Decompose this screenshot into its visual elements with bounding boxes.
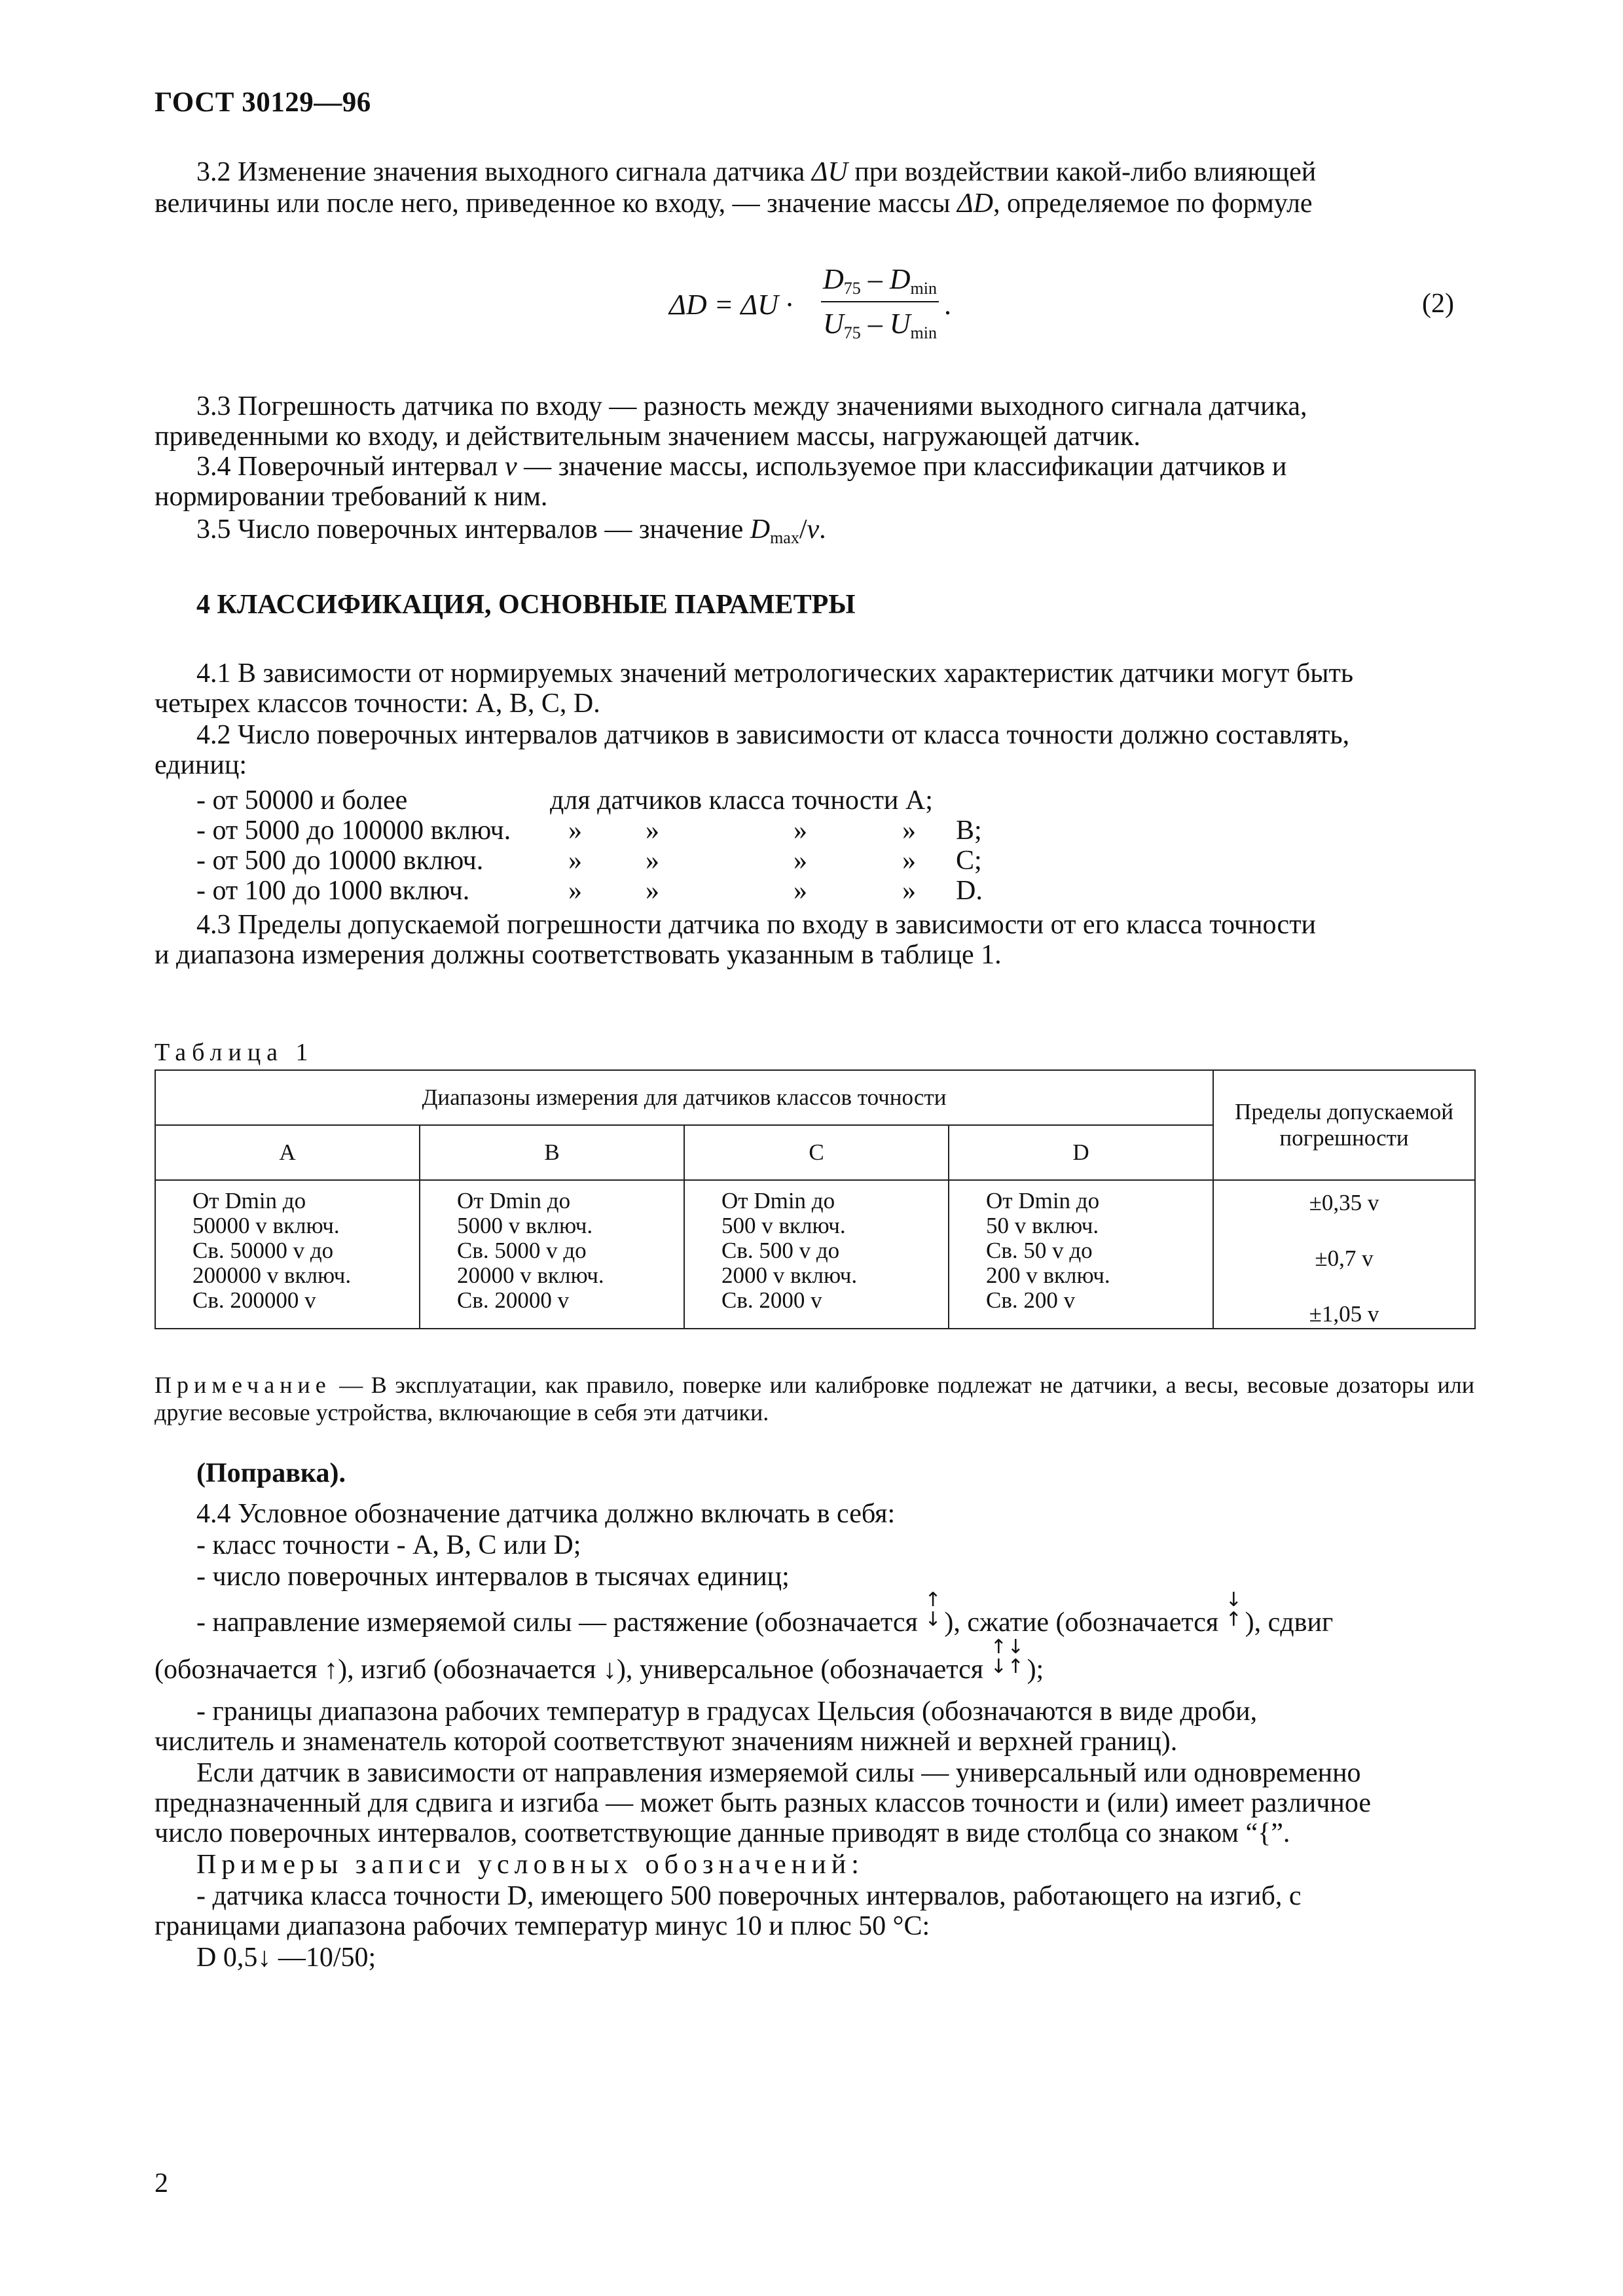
example-1-designation: D 0,5↓ —10/50; bbox=[196, 1943, 376, 1973]
clause-4-1-line-2: четырех классов точности: A, B, C, D. bbox=[155, 689, 600, 719]
example-1-line-2: границами диапазона рабочих температур минус 10 и плюс 50 °С: bbox=[155, 1911, 930, 1941]
clause-4-4-para-2: предназначенный для сдвига и изгиба — может быть разных классов точности и (или) имеет различное bbox=[155, 1788, 1372, 1818]
table-header-row bbox=[155, 1070, 1475, 1125]
universal-arrows-icon: ↑ ↓ ↓ ↑ bbox=[990, 1636, 1024, 1678]
class-a: A bbox=[155, 1125, 420, 1180]
tension-arrows-icon: ↑ ↓ bbox=[924, 1588, 941, 1631]
example-1-line-1: - датчика класса точности D, имеющего 500 поверочных интервалов, работающего на изгиб, с bbox=[196, 1881, 1302, 1911]
table-note: Примечание — В эксплуатации, как правило, поверке или калибровке подлежат не датчики, а весы, весовые дозаторы или другие весовые устройства, включающие в себя эти датчики. bbox=[155, 1372, 1474, 1426]
clause-4-2-line-2: единиц: bbox=[155, 750, 247, 780]
document-page: ГОСТ 30129—96 3.2 Изменение значения выходного сигнала датчика ΔU при воздействии какой-либо влияющей величины или после него, приведенное ко входу, — значение массы ΔD, определяемое по формуле ΔD = ΔU · $D_{75} - D_{min}$ $U_{75} - U_{min}$ . (2) 3.3 Погрешность датчика по входу — разность между значениями выходного сигнала датчика, приведенными ко входу, и действительным значением массы, нагружающей датчик. 3.4 Поверочный интервал v — значение массы, используемое при классификации датчиков и нормировании требований к ним. 3.5 Число поверочных интервалов — значение $D_{max}/v$. 4 КЛАССИФИКАЦИЯ, ОСНОВНЫЕ ПАРАМЕТРЫ 4.1 В зависимости от нормируемых значений метрологических характеристик датчики могут быть четырех классов точности: A, B, C, D. 4.2 Число поверочных интервалов датчиков в зависимости от класса точности должно составлять, единиц: - от 50000 и более для датчиков класса точности A; - от 5000 до 100000 включ. » » » » B; - от 500 до 10000 включ. » » » » C; - от 100 до 1000 включ. » » » » D. 4.3 Пределы допускаемой погрешности датчика по входу в зависимости от его класса точности и диапазона измерения должны соответствовать указанным в таблице 1. Таблица 1 Диапазоны измерения для датчиков классов точности Пределы допускаемой погрешности A B C D От Dmin до 50000 v включ. Св. 50000 v до 200000 v включ. Св. 200000 v От Dmin до 5000 v включ. Св. 5000 v до 20000 v включ. Св. 20000 v От Dmin до 500 v включ. Св. 500 v до 2000 v включ. Св. 2000 v От Dmin до 50 v включ. Св. 50 v до 200 v включ. Св. 200 v ±0,35 v ±0,7 v ±1,05 v Примечание — В эксплуатации, как правило, поверке или калибровке подлежат не датчики, а весы, весовые дозаторы или другие весовые устройства, включающие в себя эти датчики. (Поправка). 4.4 Условное обозначение датчика должно включать в себя: - класс точности - A, B, C или D; - число поверочных интервалов в тысячах единиц; - направление измеряемой силы — растяжение (обозначается ↑ ↓ ), сжатие (обозначается ↓ ↑ ), сдвиг (обозначается ↑), изгиб (обозначается ↓), универсальное (обозначается ↑ ↓ ↓ ↑ ); - границы диапазона рабочих температур в градусах Цельсия (обозначаются в виде дроби, числитель и знаменатель которой соответствуют значениям нижней и верхней границ). Если датчик в зависимости от направления измеряемой силы — универсальный или одновременно предназначенный для сдвига и изгиба — может быть разных классов точности и (или) имеет различное число поверочных интервалов, соответствующие данные приводят в виде столбца со знаком “{”. Примеры записи условных обозначений: - датчика класса точности D, имеющего 500 поверочных интервалов, работающего на изгиб, с границами диапазона рабочих температур минус 10 и плюс 50 °С: D 0,5↓ —10/50; 2 bbox=[0, 0, 1623, 2296]
clause-4-4-intro: 4.4 Условное обозначение датчика должно включать в себя: bbox=[196, 1499, 896, 1529]
clause-4-4-item-3b: (обозначается ↑), изгиб (обозначается ↓), универсальное (обозначается ↑ ↓ ↓ ↑ ); bbox=[155, 1636, 1044, 1685]
range-cell-a: От Dmin до 50000 v включ. Св. 50000 v до 200000 v включ. Св. 200000 v bbox=[155, 1180, 420, 1329]
formula-lhs: ΔD = ΔU · bbox=[669, 289, 793, 321]
clause-4-2-line-1: 4.2 Число поверочных интервалов датчиков в зависимости от класса точности должно составлять, bbox=[196, 720, 1350, 750]
table-1 bbox=[155, 1069, 1476, 1329]
examples-label: Примеры записи условных обозначений: bbox=[196, 1850, 864, 1880]
clause-4-1-line-1: 4.1 В зависимости от нормируемых значений метрологических характеристик датчики могут быть bbox=[196, 658, 1353, 689]
clause-4-3-line-2: и диапазона измерения должны соответствовать указанным в таблице 1. bbox=[155, 940, 1002, 970]
clause-4-4-item-2: - число поверочных интервалов в тысячах единиц; bbox=[196, 1562, 790, 1592]
clause-3-3-line-2: приведенными ко входу, и действительным значением массы, нагружающей датчик. bbox=[155, 422, 1140, 452]
clause-3-2-line-2: величины или после него, приведенное ко входу, — значение массы ΔD, определяемое по формуле bbox=[155, 188, 1313, 219]
clause-3-2-line-1: 3.2 Изменение значения выходного сигнала датчика ΔU при воздействии какой-либо влияющей bbox=[196, 157, 1317, 187]
formula-dot: . bbox=[944, 289, 951, 321]
clause-4-4-item-1: - класс точности - A, B, C или D; bbox=[196, 1530, 581, 1560]
clause-4-4-item-4a: - границы диапазона рабочих температур в градусах Цельсия (обозначаются в виде дроби, bbox=[196, 1696, 1258, 1727]
clause-4-4-para-1: Если датчик в зависимости от направления измеряемой силы — универсальный или одновременно bbox=[196, 1758, 1361, 1788]
class-b: B bbox=[420, 1125, 684, 1180]
clause-3-4-line-2: нормировании требований к ним. bbox=[155, 482, 548, 512]
clause-4-4-para-3: число поверочных интервалов, соответствующие данные приводят в виде столбца со знаком “{”. bbox=[155, 1818, 1290, 1848]
document-header: ГОСТ 30129—96 bbox=[155, 87, 371, 118]
clause-4-3-line-1: 4.3 Пределы допускаемой погрешности датчика по входу в зависимости от его класса точности bbox=[196, 910, 1317, 940]
clause-3-3-line-1: 3.3 Погрешность датчика по входу — разность между значениями выходного сигнала датчика, bbox=[196, 391, 1307, 422]
table-row bbox=[155, 1180, 1475, 1329]
range-cell-b: От Dmin до 5000 v включ. Св. 5000 v до 20000 v включ. Св. 20000 v bbox=[420, 1180, 684, 1329]
table-caption: Таблица 1 bbox=[155, 1039, 314, 1066]
error-cell: ±0,35 v ±0,7 v ±1,05 v bbox=[1213, 1180, 1475, 1329]
clause-3-5: 3.5 Число поверочных интервалов — значение $D_{max}/v$. bbox=[196, 514, 826, 547]
clause-3-4-line-1: 3.4 Поверочный интервал v — значение массы, используемое при классификации датчиков и bbox=[196, 452, 1287, 482]
formula-denominator: $U_{75} - U_{min}$ bbox=[822, 308, 937, 342]
page-number: 2 bbox=[155, 2168, 168, 2198]
formula-number: (2) bbox=[1422, 289, 1454, 319]
section-4-title: 4 КЛАССИФИКАЦИЯ, ОСНОВНЫЕ ПАРАМЕТРЫ bbox=[196, 590, 856, 620]
clause-4-4-item-3a: - направление измеряемой силы — растяжение (обозначается ↑ ↓ ), сжатие (обозначается ↓ ↑ ), сдвиг bbox=[196, 1588, 1334, 1638]
compression-arrows-icon: ↓ ↑ bbox=[1225, 1588, 1242, 1631]
clause-4-4-item-4b: числитель и знаменатель которой соответствуют значениям нижней и верхней границ). bbox=[155, 1727, 1178, 1757]
formula-fraction bbox=[821, 262, 939, 342]
correction-label: (Поправка). bbox=[196, 1458, 346, 1488]
class-d: D bbox=[949, 1125, 1213, 1180]
header-error: Пределы допускаемой погрешности bbox=[1213, 1070, 1475, 1180]
formula-numerator: $D_{75} - D_{min}$ bbox=[822, 263, 937, 298]
class-c: C bbox=[684, 1125, 949, 1180]
range-cell-c: От Dmin до 500 v включ. Св. 500 v до 2000 v включ. Св. 2000 v bbox=[684, 1180, 949, 1329]
range-cell-d: От Dmin до 50 v включ. Св. 50 v до 200 v включ. Св. 200 v bbox=[949, 1180, 1213, 1329]
header-ranges: Диапазоны измерения для датчиков классов точности bbox=[155, 1070, 1213, 1125]
fraction-bar bbox=[821, 301, 939, 302]
